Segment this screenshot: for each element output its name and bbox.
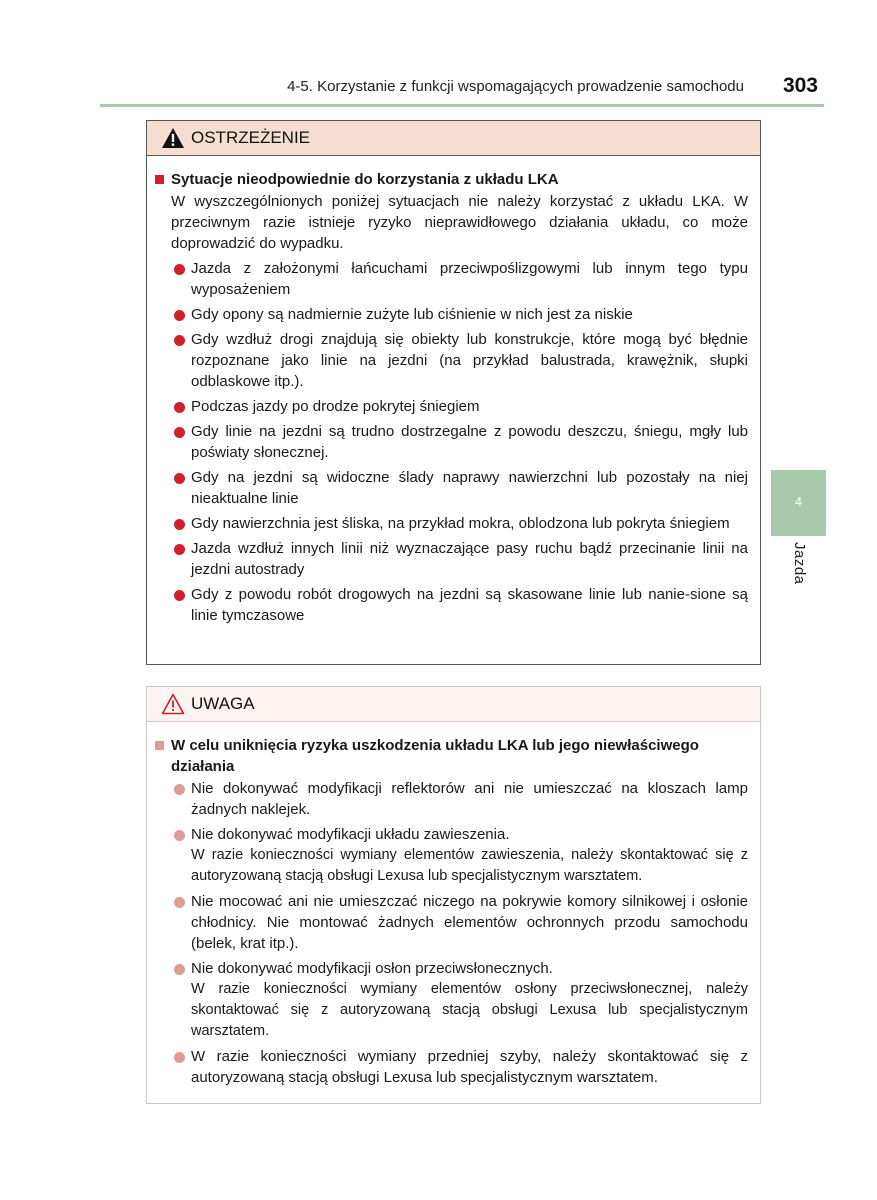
square-bullet-icon bbox=[155, 741, 164, 750]
list-item-text: W razie konieczności wymiany przedniej szyby, należy skontaktować się z autoryzowaną stacją obsługi Lexusa lub specjalistycznym warsztatem. bbox=[191, 1048, 748, 1086]
round-bullet-icon bbox=[174, 590, 185, 601]
notice-section-title-text: W celu uniknięcia ryzyka uszkodzenia układu LKA lub jego niewłaściwego działania bbox=[171, 737, 699, 775]
round-bullet-icon bbox=[174, 310, 185, 321]
warning-list-item bbox=[171, 467, 748, 509]
warning-header bbox=[147, 121, 760, 156]
list-item-text: Gdy nawierzchnia jest śliska, na przykład mokra, oblodzona lub pokryta śniegiem bbox=[191, 515, 730, 532]
list-item-text: Gdy z powodu robót drogowych na jezdni są skasowane linie lub nanie-sione są linie tymczasowe bbox=[191, 586, 748, 624]
list-item-text: Podczas jazdy po drodze pokrytej śniegiem bbox=[191, 398, 480, 415]
round-bullet-icon bbox=[174, 519, 185, 530]
warning-list-item bbox=[171, 329, 748, 392]
warning-list-item bbox=[171, 421, 748, 463]
warning-box bbox=[146, 120, 761, 665]
warning-list-item bbox=[171, 513, 748, 534]
list-item-text: Nie dokonywać modyfikacji układu zawieszenia. bbox=[191, 826, 510, 843]
chapter-title: 4-5. Korzystanie z funkcji wspomagających prowadzenie samochodu bbox=[287, 78, 744, 95]
round-bullet-icon bbox=[174, 473, 185, 484]
chapter-tab[interactable] bbox=[771, 470, 826, 536]
round-bullet-icon bbox=[174, 427, 185, 438]
list-item-text: Jazda wzdłuż innych linii niż wyznaczające pasy ruchu bądź przecinanie linii na jezdni autostrady bbox=[191, 540, 748, 578]
round-bullet-icon bbox=[174, 897, 185, 908]
warning-list-item bbox=[171, 584, 748, 626]
warning-section-title-text: Sytuacje nieodpowiednie do korzystania z układu LKA bbox=[171, 171, 559, 188]
caution-triangle-icon bbox=[161, 693, 185, 715]
round-bullet-icon bbox=[174, 544, 185, 555]
notice-list-item bbox=[171, 1046, 748, 1088]
warning-list-item bbox=[171, 304, 748, 325]
warning-list bbox=[155, 258, 748, 626]
list-item-text: Jazda z założonymi łańcuchami przeciwpoślizgowymi lub innym tego typu wyposażeniem bbox=[191, 260, 748, 298]
notice-body bbox=[147, 722, 760, 1088]
round-bullet-icon bbox=[174, 830, 185, 841]
warning-list-item bbox=[171, 258, 748, 300]
chapter-tab-number: 4 bbox=[794, 494, 803, 509]
square-bullet-icon bbox=[155, 175, 164, 184]
notice-list-item bbox=[171, 958, 748, 1042]
list-item-text: Gdy na jezdni są widoczne ślady naprawy nawierzchni lub pozostały na niej nieaktualne linie bbox=[191, 469, 748, 507]
round-bullet-icon bbox=[174, 264, 185, 275]
list-item-text: Gdy linie na jezdni są trudno dostrzegalne z powodu deszczu, śniegu, mgły lub poświaty słonecznej. bbox=[191, 423, 748, 461]
list-item-text: Gdy opony są nadmiernie zużyte lub ciśnienie w nich jest za niskie bbox=[191, 306, 633, 323]
round-bullet-icon bbox=[174, 964, 185, 975]
warning-body bbox=[147, 156, 760, 626]
notice-section-title bbox=[155, 735, 748, 777]
page-number: 303 bbox=[782, 74, 818, 97]
notice-list bbox=[155, 778, 748, 1088]
round-bullet-icon bbox=[174, 335, 185, 346]
page-header bbox=[100, 72, 824, 107]
warning-heading: OSTRZEŻENIE bbox=[191, 128, 311, 147]
chapter-tab-label: Jazda bbox=[791, 542, 808, 585]
list-item-text: Nie dokonywać modyfikacji osłon przeciwsłonecznych. bbox=[191, 960, 553, 977]
notice-header bbox=[147, 687, 760, 722]
round-bullet-icon bbox=[174, 402, 185, 413]
warning-list-item bbox=[171, 396, 748, 417]
list-item-subtext: W razie konieczności wymiany elementów zawieszenia, należy skontaktować się z autoryzowaną stacją obsługi Lexusa lub specjalistycznym warsztatem. bbox=[191, 847, 748, 884]
round-bullet-icon bbox=[174, 1052, 185, 1063]
notice-list-item bbox=[171, 891, 748, 954]
notice-heading: UWAGA bbox=[191, 694, 255, 713]
notice-box bbox=[146, 686, 761, 1104]
notice-list-item bbox=[171, 778, 748, 820]
list-item-text: Nie dokonywać modyfikacji reflektorów ani nie umieszczać na kloszach lamp żadnych naklejek. bbox=[191, 780, 748, 818]
list-item-subtext: W razie konieczności wymiany elementów osłony przeciwsłonecznej, należy skontaktować się z autoryzowaną stacją obsługi Lexusa lub specjalistycznym warsztatem. bbox=[191, 981, 748, 1039]
warning-list-item bbox=[171, 538, 748, 580]
notice-list-item bbox=[171, 824, 748, 887]
list-item-text: Gdy wzdłuż drogi znajdują się obiekty lub konstrukcje, które mogą być błędnie rozpoznane jako linie na jezdni (na przykład balustrada, krawężnik, słupki odblaskowe itp.). bbox=[191, 331, 748, 390]
warning-section-title bbox=[155, 169, 748, 190]
round-bullet-icon bbox=[174, 784, 185, 795]
warning-triangle-icon bbox=[161, 127, 185, 149]
list-item-text: Nie mocować ani nie umieszczać niczego na pokrywie komory silnikowej i osłonie chłodnicy. Nie montować żadnych elementów ochronnych przodu samochodu (belek, krat itp.). bbox=[191, 893, 748, 952]
warning-intro: W wyszczególnionych poniżej sytuacjach nie należy korzystać z układu LKA. W przeciwnym razie istnieje ryzyko nieprawidłowego działania układu, co może doprowadzić do wypadku. bbox=[171, 193, 748, 252]
